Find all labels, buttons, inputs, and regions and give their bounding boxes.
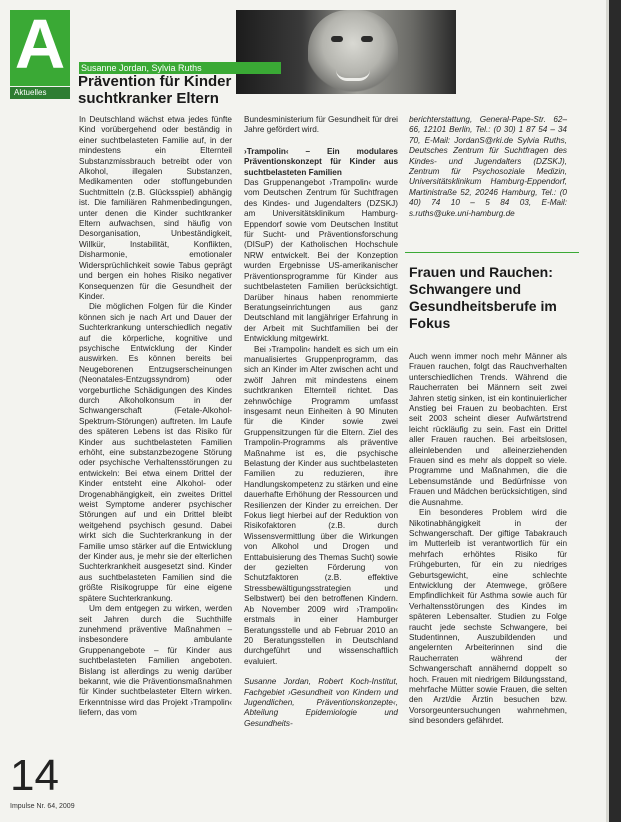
section-letter-box xyxy=(10,5,70,86)
paragraph: Um dem entgegen zu wirken, werden seit Jahren durch die Suchthilfe zunehmend präventive Maßnahmen – insbesondere ambulante Gruppenangebote – für Kinder aus suchtbelasteten Familien angeboten. Bislang ist allerdings zu wenig darüber bekannt, wie die Präventionsmaßnahmen für Kinder suchtbelasteter Eltern wirken. Erkenntnisse wird das Projekt ›Trampolin‹ liefern, das vom xyxy=(79,604,232,718)
paragraph: Ein besonderes Problem wird die Nikotinabhängigkeit in der Schwangerschaft. Der giftige Tabakrauch im Mutterleib ist verantwortlich für ein mehrfach erhöhtes Risiko für Frühgeburten, für ein zu niedriges Geburtsgewicht, eine schlechte Entwicklung der Atemwege, größere Empfindlichkeit für Asthma sowie auch für Verhaltensstörungen des Kindes im späteren Lebensalter. Studien zu Folge raucht jede sechste Schwangere, bei Studentinnen, Auszubildenden und angelernten Arbeiterinnen sind die Raucherraten während der Schwangerschaft annähernd doppelt so hoch. Frauen mit niedrigem Bildungsstand, mehrfache Mütter sowie Frauen, die selten den Arzt/die Ärztin besuchen bzw. Vorsorgeuntersuchungen wahrnehmen, sind besonders gefährdet. xyxy=(409,508,567,726)
column-2 xyxy=(244,115,398,729)
binding-shadow xyxy=(609,0,621,822)
paragraph: In Deutschland wächst etwa jedes fünfte Kind vorübergehend oder beständig in einer suchtbelasteten Familie auf, in der mindestens ein Elternteil Substanzmissbrauch betreibt oder von Alkohol, illegalen Substanzen, Medikamenten oder stoffungebunden Suchtmitteln (z.B. Glücksspiel) abhängig ist. Die familiären Rahmenbedingungen, unter denen die Kinder suchtkranker Eltern aufwachsen, sind häufig von Desorganisation, Unbeständigkeit, Willkür, Instabilität, Konflikten, Disharmonie, emotionaler Widersprüchlichkeit sowie Tabus geprägt und bergen ein hohes Risiko negativer Konsequenzen für die Gesundheit der Kinder. xyxy=(79,115,232,301)
paragraph: Bundesministerium für Gesundheit für drei Jahre gefördert wird. xyxy=(244,115,398,135)
section-letter: A xyxy=(14,5,66,83)
paragraph: Bei ›Trampolin‹ handelt es sich um ein manualisiertes Gruppenprogramm, das sich an Kinder im Alter zwischen acht und zwölf Jahren mit mindestens einem suchtkranken Elternteil richtet. Das zehnwöchige Programm umfasst insgesamt neun Einheiten à 90 Minuten für die Kinder sowie zwei Gruppensitzungen für die Eltern. Ziel des Trampolin-Programms als präventive Maßnahme ist es, die psychische Belastung der Kinder aus suchtbelasteten Familien zu reduzieren, ihre Handlungskompetenz zu stärken und eine dauerhafte Erhöhung der Ressourcen und Resilienzen der Kinder zu erreichen. Der Fokus liegt hierbei auf der Reduktion von Risikofaktoren (z.B. durch Wissensvermittlung über die Wirkungen von Alkohol und Drogen und Enttabuisierung des Themas Sucht) sowie der gezielten Förderung von Schutzfaktoren (z.B. effektive Stressbewältigungsstrategien und Selbstwert) bei den betroffenen Kindern. Ab November 2009 wird ›Trampolin‹ erstmals in einer Hamburger Beratungsstelle und ab Februar 2010 an 20 Beratungsstellen in Deutschland durchgeführt und wissenschaftlich evaluiert. xyxy=(244,344,398,666)
child-face xyxy=(308,10,398,94)
column-1 xyxy=(79,115,232,719)
article2-heading: Frauen und Rauchen: Schwangere und Gesundheitsberufe im Fokus xyxy=(409,264,557,331)
page-number: 14 xyxy=(10,751,59,800)
paragraph: Die möglichen Folgen für die Kinder können sich je nach Art und Dauer der Suchterkrankung unterschiedlich negativ auf die körperliche, kognitive und psychische Entwicklung der Kinder auswirken. Es können bereits bei Neugeborenen Entzugserscheinungen (Neonatales-Entzugssyndrom) oder vorgeburtliche Schädigungen des Kindes durch Alkoholkonsum in der Schwangerschaft (Fetale-Alkohol-Spektrum-Störungen) auftreten. Im Laufe des späteren Lebens ist das Risiko für Kinder aus suchtbelasteten Familien erhöht, eine substanzbezogene Störung oder psychische Verhaltensstörungen zu entwickeln: Bei etwa einem Drittel der Kinder entsteht eine Alkohol- oder Drogenabhängigkeit, ein zweites Drittel weist Symptome anderer psychischer Störungen auf und ein Drittel bleibt weitgehend psychisch gesund. Dabei wirkt sich die Suchterkrankung in der Familie umso stärker auf die Entwicklung der Kinder aus, je mehr sie der elterlichen Suchterkrankheit ausgesetzt sind. Kinder aus suchtbelasteten Familien sind die größte Risikogruppe für eine eigene spätere Suchterkrankung. xyxy=(79,302,232,603)
column-3-article xyxy=(409,352,567,727)
article-authors: Susanne Jordan, Sylvia Ruths xyxy=(79,62,281,74)
article-title: Prävention für Kinder suchtkranker Eltern xyxy=(78,73,232,107)
eye-right xyxy=(361,36,373,42)
subheading: ›Trampolin‹ – Ein modulares Präventionskonzept für Kinder aus suchtbelasteten Familien xyxy=(244,146,398,177)
divider xyxy=(405,252,579,253)
eye-left xyxy=(331,36,343,42)
column-3-source xyxy=(409,115,567,219)
magazine-name: Impulse Nr. 64, 2009 xyxy=(10,803,75,810)
author-contact: berichterstattung, General-Pape-Str. 62–66, 12101 Berlin, Tel.: (0 30) 1 87 54 – 34 70, E-Mail: JordanS@rki.de Sylvia Ruths, Deutsches Zentrum für Suchtfragen des Kindes- und Jugendalters (DZSKJ), Zentrum für Psychosoziale Medizin, Universitätsklinikum Hamburg-Eppendorf, Martinistraße 52, 20246 Hamburg, Tel.: (0 40) 74 10 – 5 84 03, E-Mail: s.ruths@uke.uni-hamburg.de xyxy=(409,115,567,218)
paragraph: Das Gruppenangebot ›Trampolin‹ wurde vom Deutschen Zentrum für Suchtfragen des Kindes- und Jugendalters (DZSKJ) am Universitätsklinikum Hamburg-Eppendorf sowie vom Deutschen Institut für Sucht- und Präventionsforschung (DISuP) der Katholischen Hochschule NRW entwickelt. Bei der Konzeption wurden Ergebnisse US-amerikanischer Präventionsprogramme für Kinder aus suchtbelasteten Familien berücksichtigt. Darüber hinaus haben renommierte Beratungseinrichtungen aus ganz Deutschland mit langjähriger Erfahrung in der Arbeit mit Suchtfamilien bei der Entwicklung mitgewirkt. xyxy=(244,178,398,344)
section-label: Aktuelles xyxy=(10,87,70,99)
author-info: Susanne Jordan, Robert Koch-Institut, Fachgebiet ›Gesundheit von Kindern und Jugendlichen, Präventionskonzepte‹, Abteilung Epidemiologie und Gesundheits- xyxy=(244,677,398,728)
paragraph: Auch wenn immer noch mehr Männer als Frauen rauchen, folgt das Rauchverhalten unterschiedlichen Trends. Während die Raucherraten bei Männern seit zwei Jahren stetig sinken, ist ein kontinuierlicher Anstieg bei Frauen zu beobachten. Erst seit 2003 scheint dieser Aufwärtstrend leicht rückläufig zu sein. Fast ein Drittel aller Frauen rauchen. Bei arbeitslosen, alleinlebenden und alleinerziehenden Frauen sind es mehr als doppelt so viele. Programme und Maßnahmen, die die Lebensumstände und Bedürfnisse von Frauen und Mädchen berücksichtigen, sind die Ausnahme. xyxy=(409,352,567,507)
